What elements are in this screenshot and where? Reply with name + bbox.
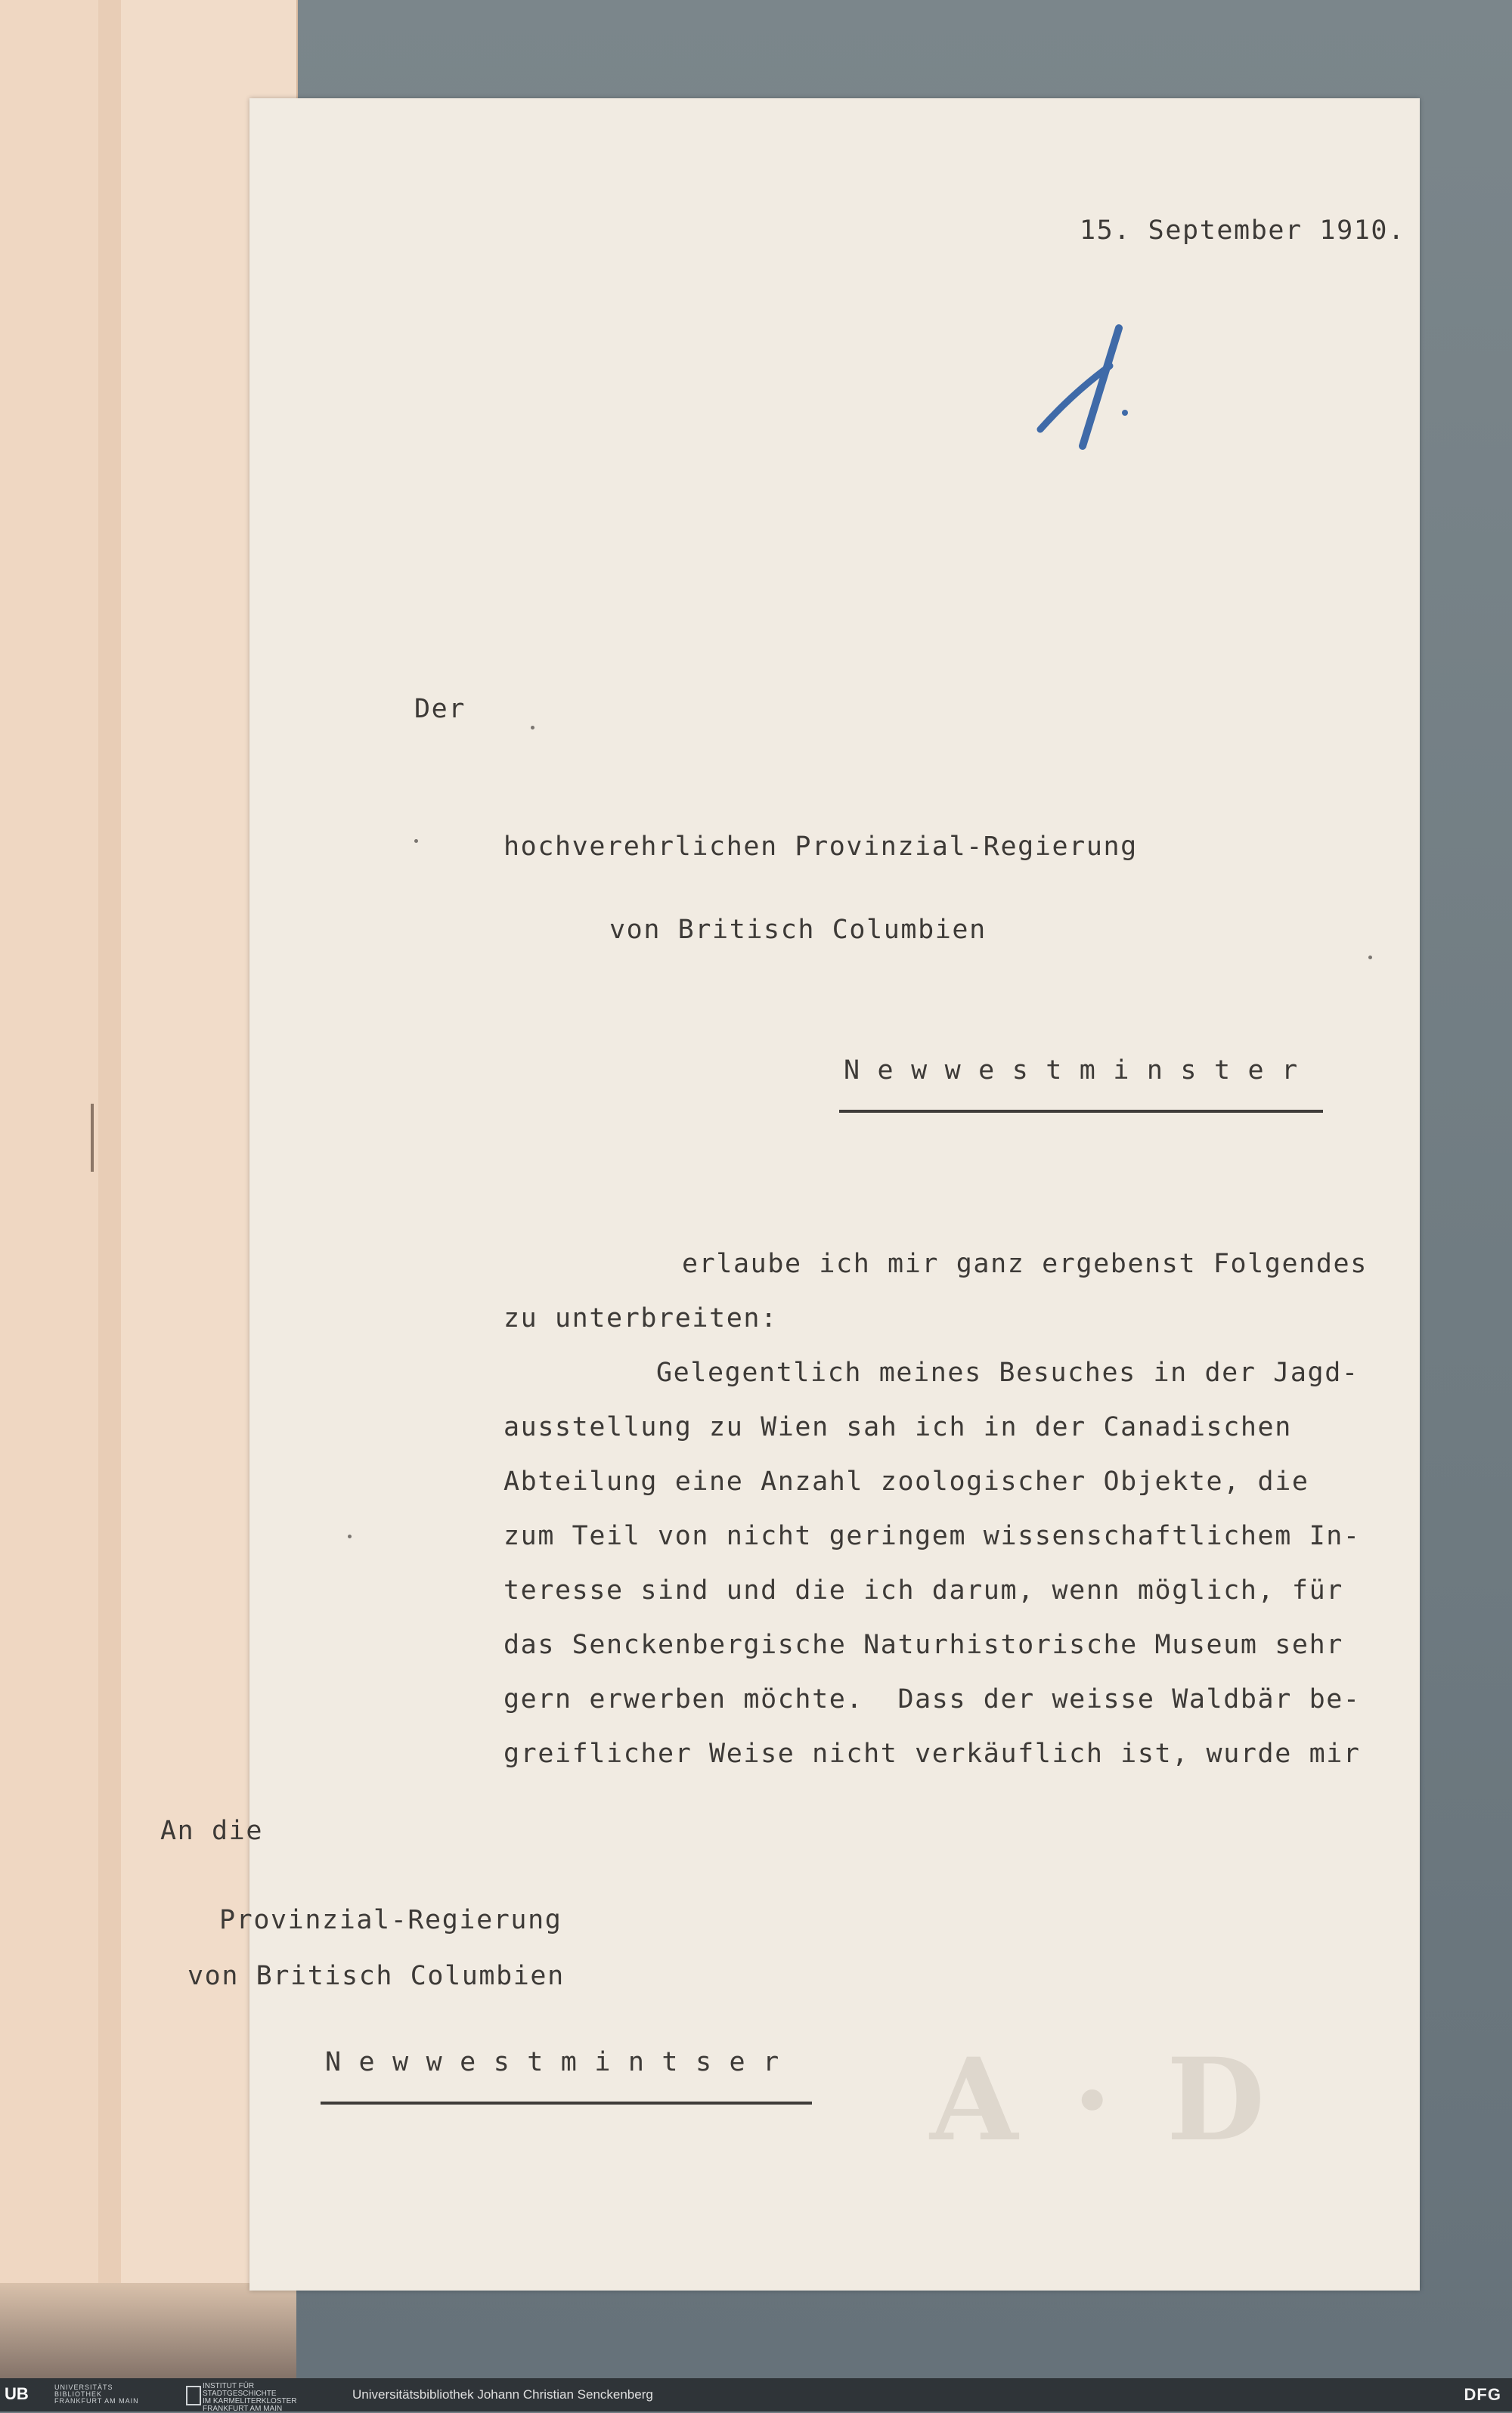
ub-logo-subtitle <box>54 2384 139 2405</box>
institut-logo-line: INSTITUT FÜR <box>203 2382 255 2390</box>
salutation-prefix: Der <box>414 694 466 724</box>
body-line: zum Teil von nicht geringem wissenschaftlichem In- <box>503 1521 1361 1551</box>
address-line-2: Provinzial-Regierung <box>219 1905 562 1935</box>
recipient-line-1: hochverehrlichen Provinzial-Regierung <box>503 832 1138 862</box>
institut-logo-line: IM KARMELITERKLOSTER <box>203 2397 297 2405</box>
body-line: Gelegentlich meines Besuches in der Jagd- <box>656 1358 1359 1388</box>
ink-speck <box>531 726 534 729</box>
body-line: Abteilung eine Anzahl zoologischer Objekte, die <box>503 1467 1309 1497</box>
address-line-3: von Britisch Columbien <box>187 1961 565 1991</box>
body-line: ausstellung zu Wien sah ich in der Canadischen <box>503 1412 1292 1442</box>
address-line-1: An die <box>160 1816 264 1846</box>
institut-logo-line: FRANKFURT AM MAIN <box>203 2405 283 2413</box>
ink-speck <box>348 1535 352 1538</box>
binder-sheet <box>0 0 101 2306</box>
body-line: erlaube ich mir ganz ergebenst Folgendes <box>682 1249 1368 1279</box>
ub-logo[interactable]: UB <box>5 2384 29 2403</box>
address-city-underline <box>321 2102 812 2105</box>
ub-logo-subtitle-line: UNIVERSITÄTS <box>54 2384 113 2391</box>
page-number-pencil-mark <box>1034 318 1132 454</box>
body-line: zu unterbreiten: <box>503 1303 778 1334</box>
binder-bottom-edge <box>0 2283 296 2378</box>
binder-clip <box>91 1104 124 1172</box>
recipient-city-underline <box>839 1110 1323 1113</box>
ub-logo-subtitle-line: BIBLIOTHEK <box>54 2390 103 2398</box>
body-line: teresse sind und die ich darum, wenn möglich, für <box>503 1575 1343 1606</box>
recipient-city: N e w w e s t m i n s t e r <box>844 1055 1299 1086</box>
institut-logo[interactable] <box>203 2383 296 2413</box>
dfg-logo[interactable]: DFG <box>1464 2385 1501 2404</box>
body-line: gern erwerben möchte. Dass der weisse Waldbär be- <box>503 1684 1361 1714</box>
body-line: das Senckenbergische Naturhistorische Museum sehr <box>503 1630 1343 1660</box>
recipient-line-2: von Britisch Columbien <box>609 915 987 945</box>
library-name: Universitätsbibliothek Johann Christian Senckenberg <box>352 2387 653 2402</box>
ink-speck <box>414 839 418 843</box>
letter-date: 15. September 1910. <box>1080 215 1405 246</box>
address-city: N e w w e s t m i n t s e r <box>325 2047 780 2077</box>
institut-logo-icon <box>186 2386 201 2405</box>
viewer-footer-bar <box>0 2378 1512 2411</box>
body-line: greiflicher Weise nicht verkäuflich ist, wurde mir <box>503 1739 1361 1769</box>
institut-logo-line: STADTGESCHICHTE <box>203 2390 277 2398</box>
ink-speck <box>1368 956 1372 959</box>
letter-page <box>160 98 1420 2291</box>
bleed-through-mark: A · D <box>930 2034 1273 2167</box>
ub-logo-subtitle-line: FRANKFURT AM MAIN <box>54 2397 139 2405</box>
